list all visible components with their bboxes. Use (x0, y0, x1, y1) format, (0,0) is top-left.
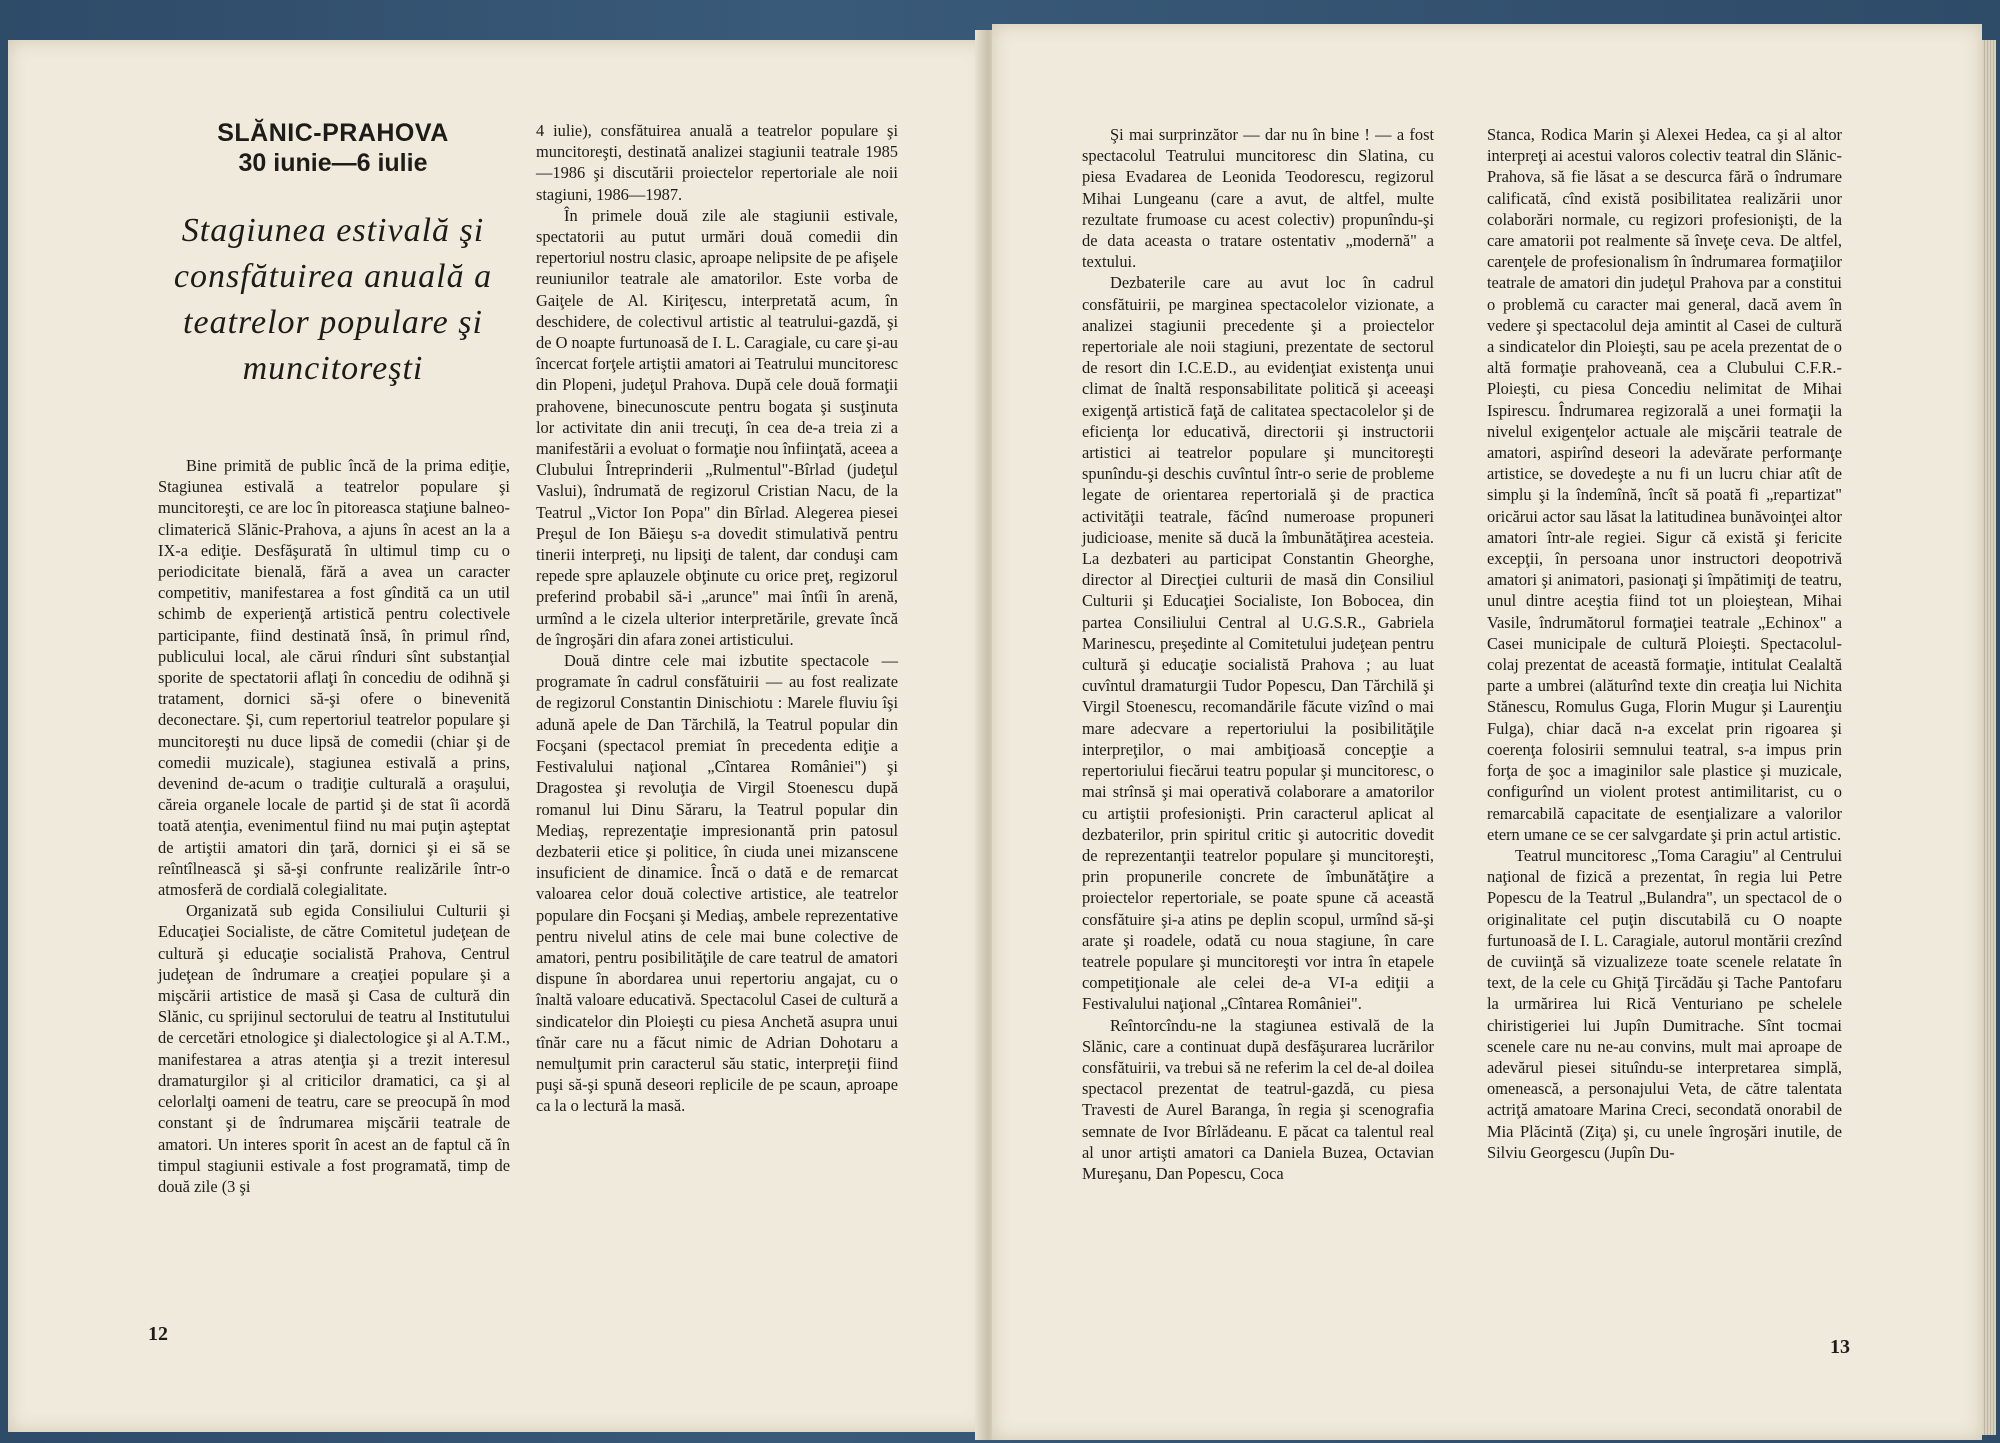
paragraph: Reîntorcîndu-ne la stagiunea estivală de la Slănic, care a continuat după desfăşurarea lucrărilor consfătuirii, va trebui să ne referim la cel de-al doilea spectacol prezentat de teatrul-gazdă, cu piesa Travesti de Aurel Baranga, în regia şi scenografia semnate de Ivor Bîrlădeanu. E păcat ca talentul real al unor artişti amatori ca Daniela Buzea, Octavian Mureşanu, Dan Popescu, Coca (1082, 1015, 1434, 1183)
text-column-1 (158, 455, 510, 1197)
book-page-edges (1982, 40, 1996, 1435)
article-title: Stagiunea estivală şi consfătuirea anuală a teatrelor populare şi muncitoreşti (173, 212, 493, 387)
text-column-2 (536, 120, 898, 1117)
article-heading (158, 118, 508, 392)
paragraph: Stanca, Rodica Marin şi Alexei Hedea, ca şi al altor interpreţi ai acestui valoros colectiv teatral din Slănic-Prahova, să fie lăsat a se descurca fără o îndrumare calificată, cînd există posibilitatea realizării unor colaborări normale, cu regizori profesionişti, de la care amatorii pot realmente să înveţe ceva. De altfel, carenţele de profesionalism în îndrumarea formaţiilor teatrale de amatori din judeţul Prahova par a constitui o problemă cu caracter mai general, dacă avem în vedere şi spectacolul deja amintit al Casei de cultură a sindicatelor din Ploieşti, sau pe acela prezentat de o altă formaţie prahoveană, cea a Clubului C.F.R.-Ploieşti, cu piesa Concediu nelimitat de Mihai Ispirescu. Îndrumarea regizorală a unei formaţii la nivelul exigenţelor actuale ale mişcării teatrale de amatori, aspirînd deseori la adevărate performanţe artistice, se dovedeşte a nu fi un lucru chiar atît de simplu şi la îndemînă, încît să poată fi „repartizat" oricărui actor sau lăsat la latitudinea bunăvoinţei altor amatori într-ale regiei. Sigur că există şi fericite excepţii, în persoana unor instructori deopotrivă amatori şi animatori, pasionaţi şi împătimiţi de teatru, unul dintre aceştia fiind tot un ploieştean, Mihai Vasile, îndrumătorul formaţiei teatrale „Echinox" a Casei municipale de cultură Ploieşti. Spectacolul-colaj prezentat de această formaţie, intitulat Cealaltă parte a umbrei (alăturînd texte din creaţia lui Nichita Stănescu, Romulus Guga, Florin Mugur şi Laurenţiu Fulga), chiar dacă n-a excelat prin rigoarea şi coerenţa folosirii semnului teatral, s-a impus prin forţa de şoc a imaginilor sale plastice şi muzicale, configurînd un violent protest antimilitarist, cu o remarcabilă capacitate de esenţializare a valorilor etern umane ce se cer salvgardate şi prin actul artistic. (1487, 125, 1842, 844)
right-page (992, 24, 1982, 1440)
page-number-left: 12 (148, 1323, 168, 1345)
paragraph: Teatrul muncitoresc „Toma Caragiu" al Centrului naţional de fizică a prezentat, în regia lui Petre Popescu de la Teatrul „Bulandra", un spectacol de o originalitate cel puţin discutabilă cu O noapte furtunoasă de I. L. Caragiale, autorul montării crezînd de cuviinţă să vizualizeze toate scenele relatate în text, de la cele cu Ghiţă Ţircădău şi Tache Pantofaru la urmărirea lui Rică Venturiano pe schelele chiristigeriei lui Jupîn Dumitrache. Sînt tocmai scenele care nu ne-au convins, mult mai aproape de adevărul piesei situîndu-se interpretarea simplă, omenească, a personajului Veta, de către talentata actriţă amatoare Marina Creci, secondată onorabil de Mia Plăcintă (Ziţa) şi, cu unele îngroşări inutile, de Silviu Georgescu (Jupîn Du- (1487, 845, 1842, 1162)
paragraph: În primele două zile ale stagiunii estivale, spectatorii au putut urmări două comedii din repertoriul nostru clasic, aproape nelipsite de pe afişele reuniunilor teatrale ale amatorilor. Este vorba de Gaiţele de Al. Kiriţescu, interpretată acum, în deschidere, de colectivul artistic al teatrului-gazdă, şi de O noapte furtunoasă de I. L. Caragiale, cu care şi-au încercat forţele artiştii amatori ai Teatrului muncitoresc din Plopeni, judeţul Prahova. După cele două formaţii prahovene, binecunoscute pentru bogata şi susţinuta lor activitate din anii trecuţi, în cea de-a treia zi a manifestării a evoluat o formaţie nou înfiinţată, aceea a Clubului Întreprinderii „Rulmentul"-Bîrlad (judeţul Vaslui), îndrumată de regizorul Cristian Nacu, de la Teatrul „Victor Ion Popa" din Bîrlad. Alegerea piesei Preşul de Ion Băieşu s-a dovedit stimulativă pentru tinerii interpreţi, nu lipsiţi de talent, dar conduşi cam repede spre aplauzele obţinute cu orice preţ, regizorul preferind probabil să-i „arunce" mai întîi în arenă, urmînd a le cizela ulterior interpretările, grevate încă de îngroşări din afara zonei artisticului. (536, 205, 898, 649)
heading-dates: 30 iunie—6 iulie (238, 149, 428, 177)
paragraph: Şi mai surprinzător — dar nu în bine ! — a fost spectacolul Teatrului muncitoresc din Slatina, cu piesa Evadarea de Leonida Teodorescu, regizorul Mihai Lungeanu (care a avut, de altfel, multe rezultate frumoase cu acest colectiv) propunîndu-şi de data aceasta o tratare ostentativ „modernă" a textului. (1082, 125, 1434, 272)
heading-place: SLĂNIC-PRAHOVA (217, 119, 449, 147)
text-column-4 (1487, 124, 1842, 1163)
paragraph: Organizată sub egida Consiliului Culturii şi Educaţiei Socialiste, de către Comitetul judeţean de cultură şi educaţie socialistă Prahova, Centrul judeţean de îndrumare a creaţiei populare şi a mişcării artistice de masă şi Casa de cultură din Slănic, cu sprijinul sectorului de teatru al Institutului de cercetări etnologice şi dialectologice şi al A.T.M., manifestarea a atras atenţia şi a trezit interesul dramaturgilor şi al criticilor dramatici, ca şi al celorlalţi oameni de teatru, care se preocupă în mod constant şi de îndrumarea mişcării teatrale de amatori. Un interes sporit în acest an de faptul că în timpul stagiunii estivale a fost programată, timp de două zile (3 şi (158, 901, 510, 1196)
paragraph: 4 iulie), consfătuirea anuală a teatrelor populare şi muncitoreşti, destinată analizei stagiunii teatrale 1985—1986 şi discutării proiectelor repertoriale ale noii stagiuni, 1986—1987. (536, 121, 898, 204)
left-page (8, 40, 986, 1432)
text-column-3 (1082, 124, 1434, 1184)
paragraph: Dezbaterile care au avut loc în cadrul consfătuirii, pe marginea spectacolelor vizionate, a analizei stagiunii precedente şi a proiectelor repertoriale ale noii stagiuni, prezentate de sectorul de resort din I.C.E.D., au evidenţiat existenţa unui climat de înaltă responsabilitate politică şi aceeaşi exigenţă artistică faţă de calitatea spectacolelor şi de eficienţa lor educativă, directorii şi instructorii artistici ai teatrelor populare şi muncitoreşti spunîndu-şi deschis cuvîntul într-o serie de probleme legate de orientarea repertorială şi de practica activităţii teatrale, făcînd numeroase propuneri judicioase, menite să ducă la îmbunătăţirea acesteia. La dezbateri au participat Constantin Gheorghe, director al Direcţiei culturii de masă din Consiliul Culturii şi Educaţiei Socialiste, Ion Bobocea, din partea Consiliului Central al U.G.S.R., Gabriela Marinescu, preşedinte al Comitetului judeţean pentru cultură şi educaţie socialistă Prahova ; au luat cuvîntul dramaturgii Tudor Popescu, Dan Tărchilă şi Virgil Stoenescu, recomandările făcute vizînd o mai mare adecvare a repertoriului la posibilităţile interpreţilor, o mai ambiţioasă concepţie a repertoriului fiecărui teatru popular şi muncitoresc, o mai strînsă şi mai operativă colaborare a amatorilor cu artiştii profesionişti. Prin caracterul aplicat al dezbaterilor, prin spiritul critic şi autocritic dovedit de reprezentanţii teatrelor populare şi muncitoreşti, prin propunerile concrete de îmbunătăţire a proiectelor repertoriale, se poate spune că această consfătuire şi-a atins pe deplin scopul, urmînd să-şi arate şi roadele, odată cu noua stagiune, în care teatrele populare şi muncitoreşti vor intra în etapele competiţionale ale celei de-a VI-a ediţii a Festivalului naţional „Cîntarea României". (1082, 273, 1434, 1014)
paragraph: Două dintre cele mai izbutite spectacole — programate în cadrul consfătuirii — au fost realizate de regizorul Constantin Dinischiotu : Marele fluviu îşi adună apele de Dan Tărchilă, la Teatrul popular din Focşani (spectacol premiat în precedenta ediţie a Festivalului naţional „Cîntarea României") şi Dragostea şi revoluţia de Virgil Stoenescu după romanul lui Dinu Săraru, la Teatrul popular din Mediaş, reprezentaţie impresionantă prin patosul dezbaterii etice şi politice, în ciuda unei mizanscene insuficient de dinamice. Încă o dată e de remarcat valoarea celor două colective artistice, ale teatrelor populare din Focşani şi Mediaş, ambele reprezentative pentru nivelul atins de cele mai bune colective de amatori, pentru posibilităţile de care teatrul de amatori dispune în abordarea unui repertoriu angajat, cu o înaltă valoare educativă. Spectacolul Casei de cultură a sindicatelor din Ploieşti cu piesa Anchetă asupra unui tînăr care nu a făcut nimic de Adrian Dohotaru a nemulţumit prin caracterul său static, interpreţii fiind puşi să-şi spună deseori replicile de pe scaun, aproape ca la o lectură la masă. (536, 651, 898, 1116)
page-number-right: 13 (1830, 1336, 1850, 1358)
paragraph: Bine primită de public încă de la prima ediţie, Stagiunea estivală a teatrelor populare şi muncitoreşti, ce are loc în pitoreasca staţiune balneo-climaterică Slănic-Prahova, a ajuns în acest an la a IX-a ediţie. Desfăşurată în ultimul timp cu o periodicitate bienală, fără a avea un caracter competitiv, manifestarea a fost gîndită ca un util schimb de experienţă artistică pentru colectivele participante, fiind destinată însă, în primul rînd, publicului local, ale cărui rînduri sînt substanţial sporite de spectatorii aflaţi în concediu de odihnă şi tratament, dornici să-şi ofere o binevenită deconectare. Şi, cum repertoriul teatrelor populare şi muncitoreşti nu duce lipsă de comedii (chiar şi de comedii muzicale), stagiunea estivală a prins, devenind de-acum o tradiţie culturală a oraşului, căreia organele locale de partid şi de stat îi acordă toată atenţia, evenimentul fiind nu mai puţin aşteptat de artiştii amatori din ţară, dornici şi ei să se reîntîlnească şi să-şi confrunte realizările într-o atmosferă de cordială colegialitate. (158, 456, 510, 900)
